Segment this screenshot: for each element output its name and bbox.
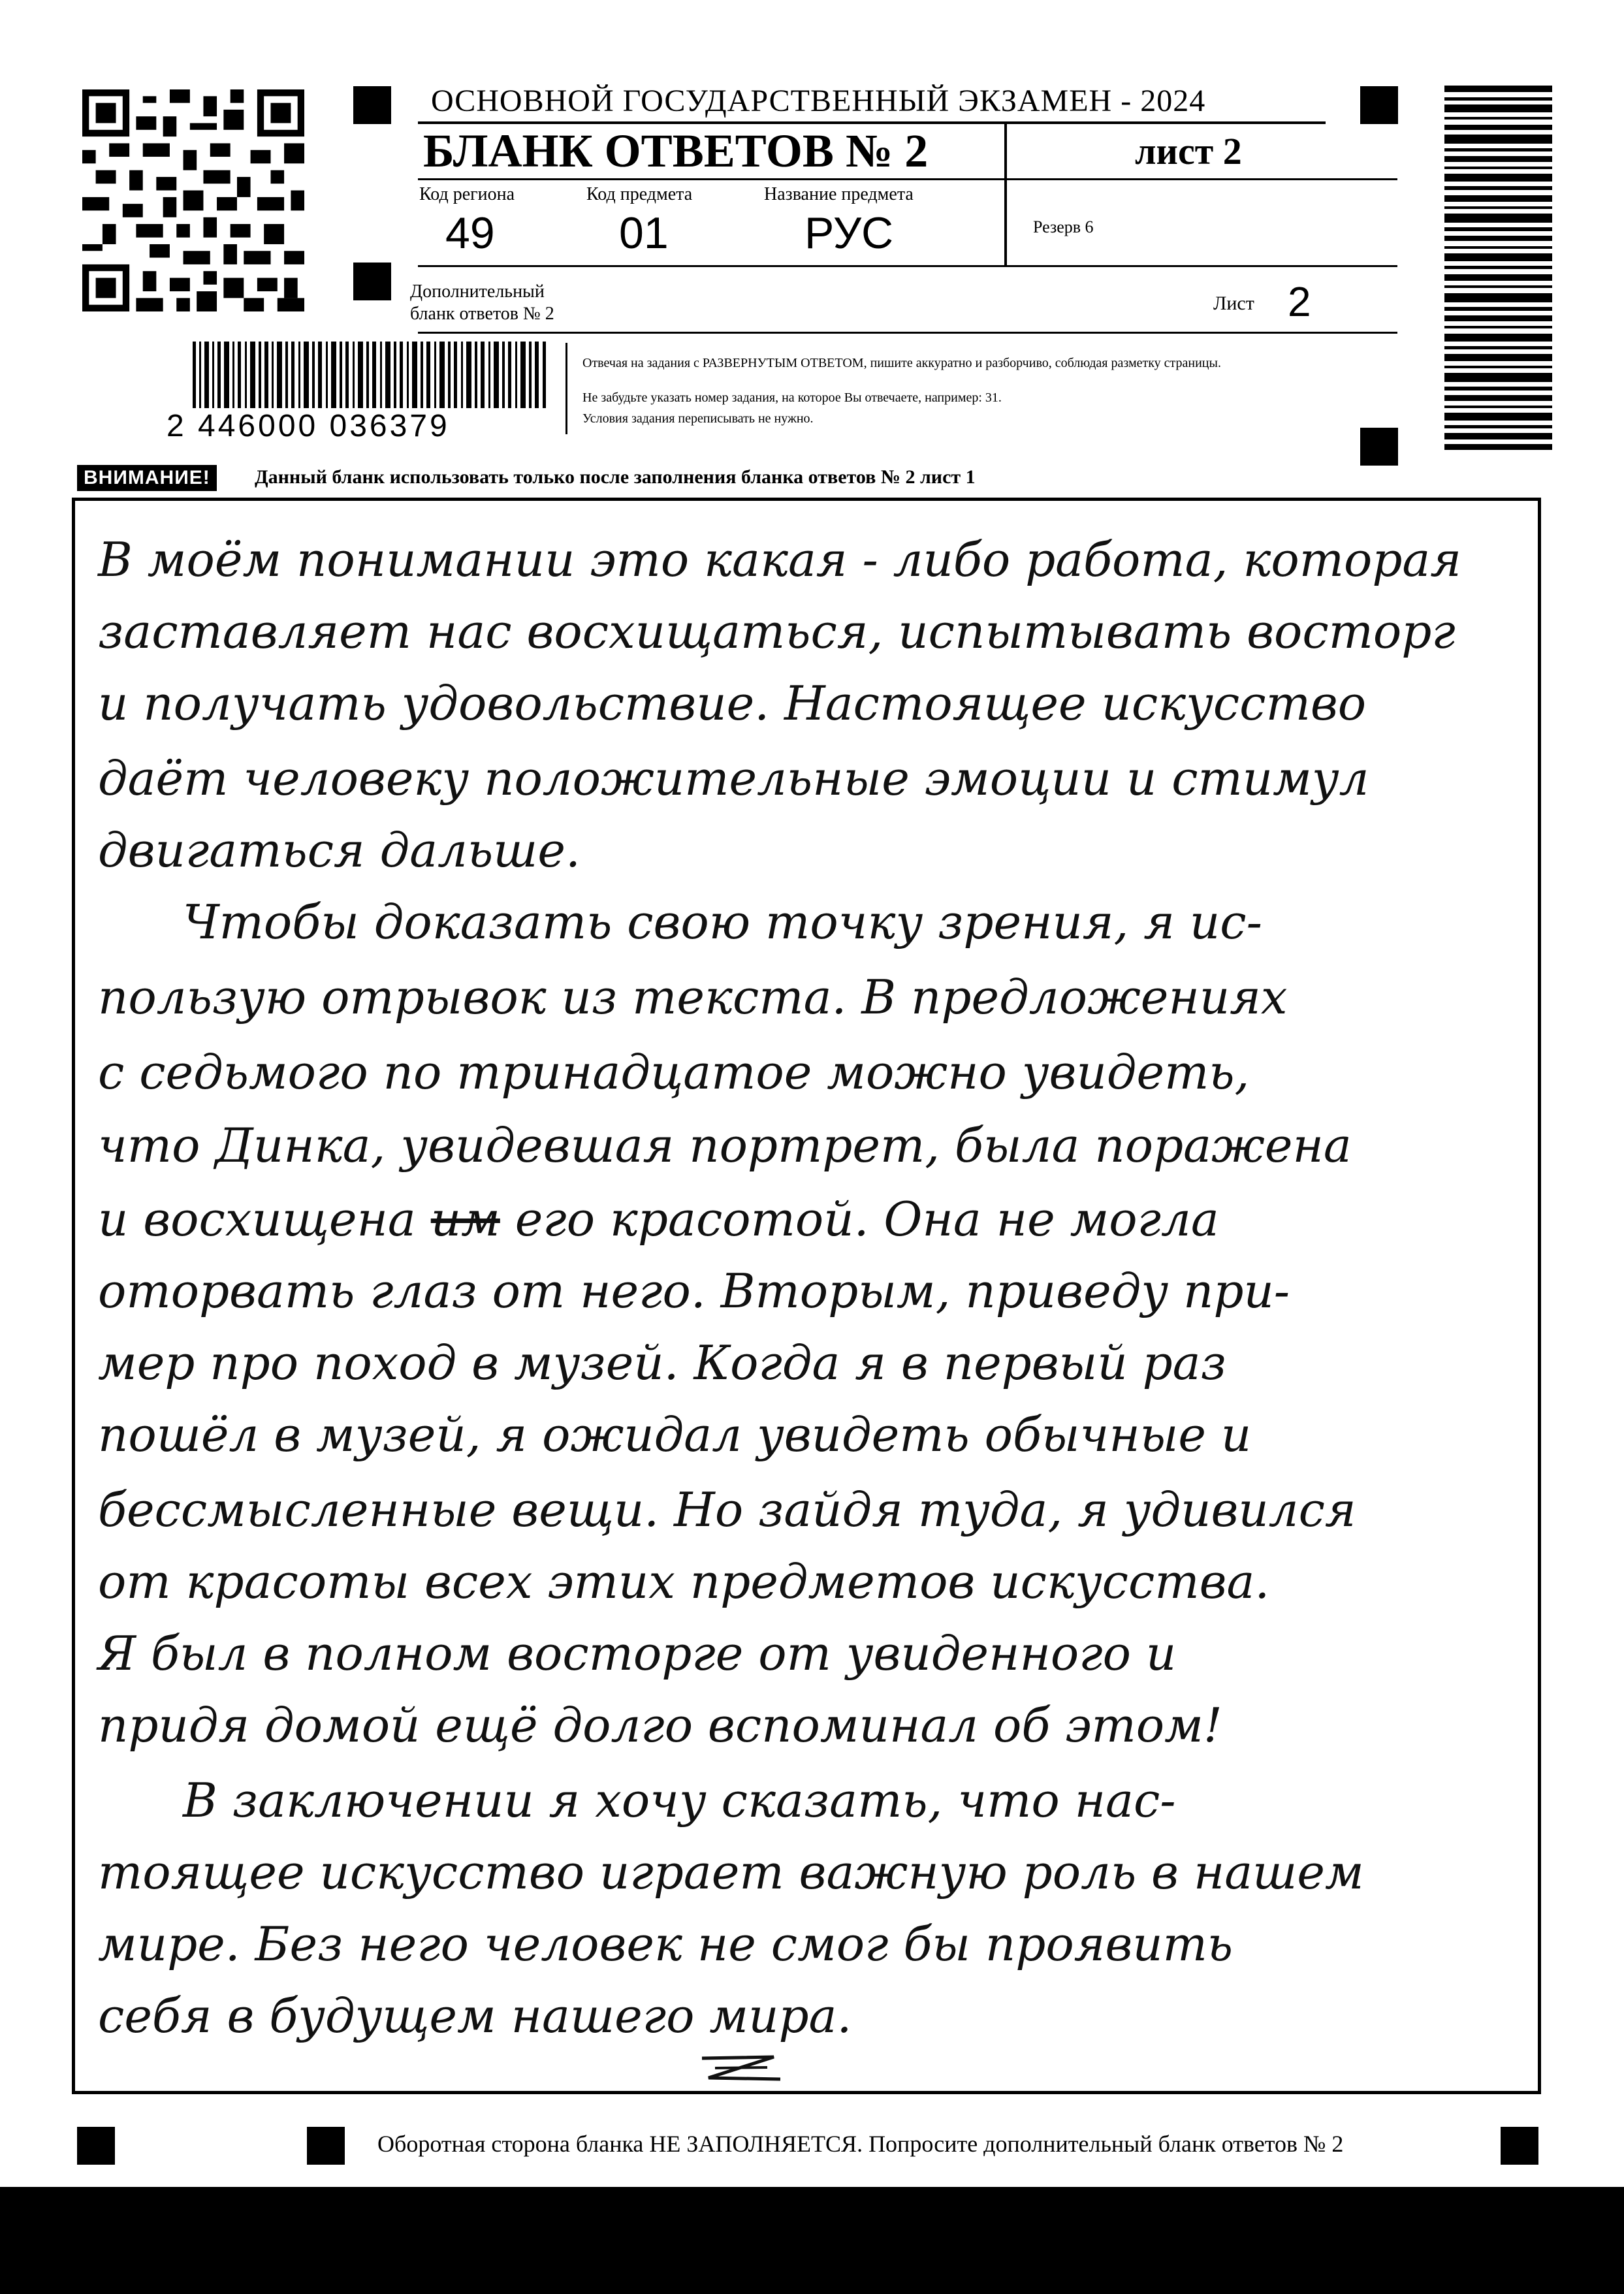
sheet-title: лист 2 [1135, 130, 1242, 172]
answer-line-text-rest: его красотой. Она не могла [500, 1192, 1219, 1247]
qr-code [77, 89, 310, 311]
answer-line-text: и восхищена им его красотой. Она не могла [98, 1192, 1219, 1247]
instruction-line-1: Отвечая на задания с РАЗВЕРНУТЫМ ОТВЕТОМ, пишите аккуратно и разборчиво, соблюдая разметку страницы. [582, 356, 1221, 370]
instruction-line-3: Условия задания переписывать не нужно. [582, 411, 814, 426]
scan-border-bar [0, 2187, 1624, 2294]
footer-note: Оборотная сторона бланка НЕ ЗАПОЛНЯЕТСЯ. Попросите дополнительный бланк ответов № 2 [377, 2131, 1344, 2157]
registration-mark-top-right [1360, 86, 1398, 124]
barcode-horizontal [193, 342, 549, 408]
registration-mark-bottom-2 [307, 2127, 345, 2165]
region-label: Код региона [419, 184, 515, 204]
answer-line: заставляет нас восхищаться, испытывать восторг [98, 604, 1456, 659]
extra-answers-label-line-1: Дополнительный [410, 281, 545, 302]
reserve-label: Резерв 6 [1033, 217, 1094, 236]
warning-text: Данный бланк использовать только после заполнения бланка ответов № 2 лист 1 [255, 466, 976, 488]
subject-code-value: 01 [619, 208, 669, 258]
answer-line: от красоты всех этих предметов искусства. [98, 1554, 1270, 1609]
answer-line: В моём понимании это какая - либо работа, которая [98, 532, 1461, 587]
answer-line: тоящее искусство играет важную роль в нашем [98, 1845, 1364, 1900]
header-vertical-divider [1004, 124, 1007, 266]
subject-code-label: Код предмета [586, 184, 693, 204]
codes-underline [418, 265, 1397, 267]
end-of-answer-mark [695, 2052, 787, 2091]
registration-mark-mid-right [1360, 428, 1398, 466]
barcode-vertical [1444, 86, 1552, 450]
registration-mark-top-left [353, 86, 391, 124]
answer-line: оторвать глаз от него. Вторым, приведу при- [98, 1264, 1290, 1318]
answer-line: бессмысленные вещи. Но зайдя туда, я удивился [98, 1482, 1356, 1537]
subject-name-label: Название предмета [764, 184, 914, 204]
crossed-out-word: им [430, 1192, 500, 1247]
instruction-line-2: Не забудьте указать номер задания, на которое Вы отвечаете, например: 31. [582, 390, 1002, 405]
answer-line: пошёл в музей, я ожидал увидеть обычные и [98, 1407, 1252, 1462]
answer-line: Я был в полном восторге от увиденного и [98, 1626, 1177, 1681]
registration-mark-bottom-3 [1501, 2127, 1538, 2165]
answer-line: двигаться дальше. [98, 823, 581, 878]
form-title-underline [418, 178, 1397, 180]
registration-mark-bottom-1 [77, 2127, 115, 2165]
region-value: 49 [445, 208, 495, 258]
subject-name-value: РУС [804, 208, 894, 258]
sheet-number-value: 2 [1288, 278, 1311, 325]
sheet-number-label: Лист [1213, 293, 1254, 314]
answer-line: пользую отрывок из текста. В предложениях [98, 970, 1288, 1025]
extra-underline [418, 332, 1397, 334]
extra-answers-label-line-2: бланк ответов № 2 [410, 304, 554, 324]
answer-line: Чтобы доказать свою точку зрения, я ис- [183, 895, 1262, 949]
answer-line: и получать удовольствие. Настоящее искусство [98, 676, 1367, 731]
form-title: БЛАНК ОТВЕТОВ № 2 [423, 125, 929, 177]
answer-line: что Динка, увидевшая портрет, была поражена [98, 1118, 1352, 1173]
answer-line: В заключении я хочу сказать, что нас- [183, 1773, 1176, 1828]
answer-line: себя в будущем нашего мира. [98, 1988, 852, 2043]
answer-line: мер про поход в музей. Когда я в первый раз [98, 1335, 1226, 1390]
exam-title: ОСНОВНОЙ ГОСУДАРСТВЕННЫЙ ЭКЗАМЕН - 2024 [431, 84, 1206, 118]
answer-line: мире. Без него человек не смог бы проявить [98, 1917, 1234, 1971]
instructions-divider [565, 343, 567, 434]
extra-answers-label [410, 281, 554, 325]
answer-line: придя домой ещё долго вспоминал об этом! [98, 1698, 1222, 1753]
barcode-number: 2 446000 036379 [167, 409, 450, 443]
warning-badge: ВНИМАНИЕ! [77, 465, 217, 491]
answer-line [98, 1192, 1219, 1247]
answer-line: с седьмого по тринадцатое можно увидеть, [98, 1045, 1250, 1100]
registration-mark-mid-left [353, 263, 391, 300]
answer-line: даёт человеку положительные эмоции и стимул [98, 751, 1369, 806]
